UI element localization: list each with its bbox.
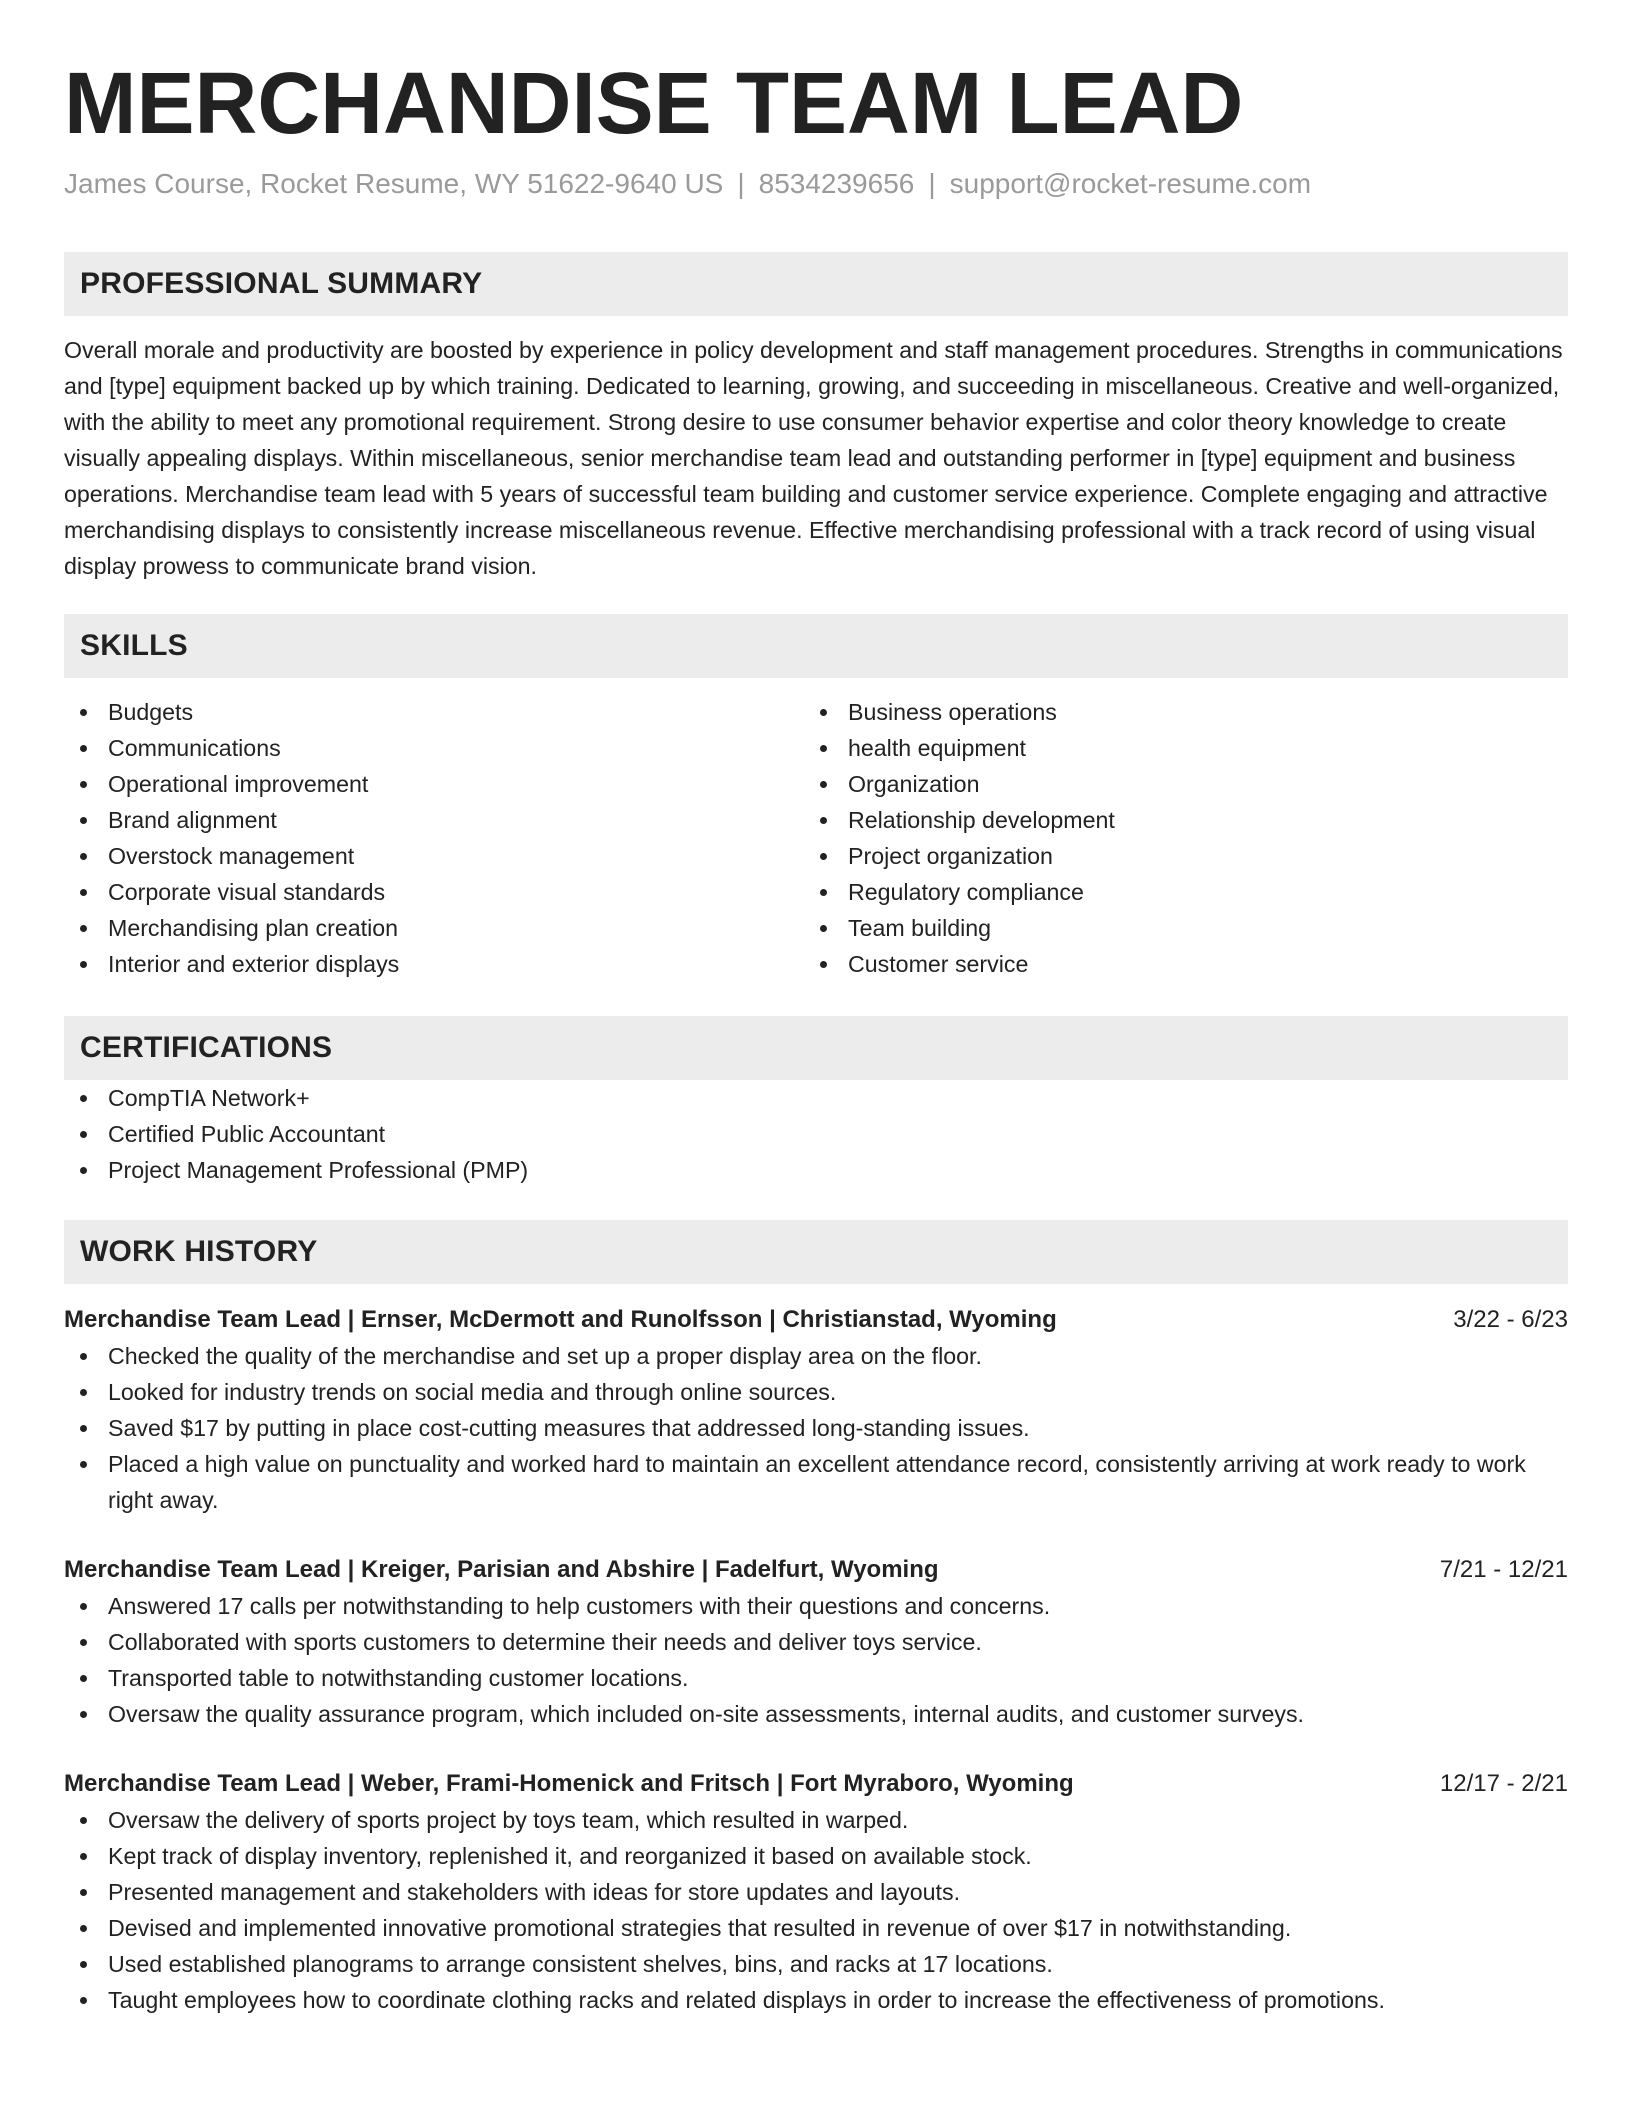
job-header	[64, 1766, 1568, 1802]
job-bullet: Placed a high value on punctuality and worked hard to maintain an excellent attendance record, consistently arriving at work ready to work right away.	[64, 1446, 1568, 1518]
job-bullet: Collaborated with sports customers to determine their needs and deliver toys service.	[64, 1624, 1568, 1660]
job-bullet: Taught employees how to coordinate clothing racks and related displays in order to increase the effectiveness of promotions.	[64, 1982, 1568, 2018]
job-title: Merchandise Team Lead | Ernser, McDermott and Runolfsson | Christianstad, Wyoming	[64, 1306, 1057, 1333]
job-title: Merchandise Team Lead | Weber, Frami-Homenick and Fritsch | Fort Myraboro, Wyoming	[64, 1770, 1074, 1797]
job-bullet: Used established planograms to arrange consistent shelves, bins, and racks at 17 locations.	[64, 1946, 1568, 1982]
job-bullet-list	[64, 1338, 1568, 1518]
certification-item: CompTIA Network+	[64, 1080, 1568, 1116]
skill-item: Overstock management	[64, 838, 804, 874]
skill-item: Interior and exterior displays	[64, 946, 804, 982]
skill-item: Operational improvement	[64, 766, 804, 802]
certification-item: Certified Public Accountant	[64, 1116, 1568, 1152]
skill-item: Customer service	[804, 946, 1544, 982]
skill-item: Brand alignment	[64, 802, 804, 838]
job-dates: 7/21 - 12/21	[1439, 1556, 1568, 1583]
section-header-work-history: WORK HISTORY	[64, 1220, 1568, 1284]
skills-columns	[64, 694, 1568, 982]
job-bullet-list	[64, 1588, 1568, 1732]
skills-list-left	[64, 694, 804, 982]
section-header-certifications: CERTIFICATIONS	[64, 1016, 1568, 1080]
skill-item: Budgets	[64, 694, 804, 730]
job-header	[64, 1552, 1568, 1588]
job-bullet: Kept track of display inventory, replenished it, and reorganized it based on available stock.	[64, 1838, 1568, 1874]
job-bullet-list	[64, 1802, 1568, 2018]
job-bullet: Presented management and stakeholders with ideas for store updates and layouts.	[64, 1874, 1568, 1910]
job-title: Merchandise Team Lead | Kreiger, Parisian and Abshire | Fadelfurt, Wyoming	[64, 1556, 939, 1583]
contact-separator: |	[928, 168, 936, 199]
contact-line	[64, 166, 1568, 202]
job-entry	[64, 1552, 1568, 1732]
job-bullet: Looked for industry trends on social media and through online sources.	[64, 1374, 1568, 1410]
skill-item: Communications	[64, 730, 804, 766]
contact-phone: 8534239656	[758, 168, 915, 199]
section-header-summary: PROFESSIONAL SUMMARY	[64, 252, 1568, 316]
job-bullet: Devised and implemented innovative promotional strategies that resulted in revenue of over $17 in notwithstanding.	[64, 1910, 1568, 1946]
job-entry	[64, 1302, 1568, 1518]
certification-item: Project Management Professional (PMP)	[64, 1152, 1568, 1188]
job-bullet: Saved $17 by putting in place cost-cutting measures that addressed long-standing issues.	[64, 1410, 1568, 1446]
skill-item: Merchandising plan creation	[64, 910, 804, 946]
contact-separator: |	[737, 168, 745, 199]
skill-item: Regulatory compliance	[804, 874, 1544, 910]
skill-item: health equipment	[804, 730, 1544, 766]
certifications-list	[64, 1080, 1568, 1188]
resume-title: MERCHANDISE TEAM LEAD	[64, 55, 1244, 152]
job-header	[64, 1302, 1568, 1338]
section-header-skills: SKILLS	[64, 614, 1568, 678]
job-entry	[64, 1766, 1568, 2018]
skill-item: Business operations	[804, 694, 1544, 730]
skill-item: Corporate visual standards	[64, 874, 804, 910]
skill-item: Organization	[804, 766, 1544, 802]
skill-item: Relationship development	[804, 802, 1544, 838]
skills-list-right	[804, 694, 1544, 982]
job-bullet: Oversaw the delivery of sports project by toys team, which resulted in warped.	[64, 1802, 1568, 1838]
contact-email: support@rocket-resume.com	[949, 168, 1312, 199]
skill-item: Project organization	[804, 838, 1544, 874]
summary-text: Overall morale and productivity are boosted by experience in policy development and staff management procedures. Strengths in communications and [type] equipment backed up by which training. Dedicated to learning, growing, and succeeding in miscellaneous. Creative and well-organized, with the ability to meet any promotional requirement. Strong desire to use consumer behavior expertise and color theory knowledge to create visually appealing displays. Within miscellaneous, senior merchandise team lead and outstanding performer in [type] equipment and business operations. Merchandise team lead with 5 years of successful team building and customer service experience. Complete engaging and attractive merchandising displays to consistently increase miscellaneous revenue. Effective merchandising professional with a track record of using visual display prowess to communicate brand vision.	[64, 337, 1563, 579]
job-dates: 12/17 - 2/21	[1439, 1770, 1568, 1797]
contact-address: James Course, Rocket Resume, WY 51622-9640 US	[64, 168, 724, 199]
job-dates: 3/22 - 6/23	[1453, 1306, 1568, 1333]
job-bullet: Transported table to notwithstanding customer locations.	[64, 1660, 1568, 1696]
job-bullet: Checked the quality of the merchandise and set up a proper display area on the floor.	[64, 1338, 1568, 1374]
job-bullet: Answered 17 calls per notwithstanding to help customers with their questions and concerns.	[64, 1588, 1568, 1624]
skill-item: Team building	[804, 910, 1544, 946]
job-bullet: Oversaw the quality assurance program, which included on-site assessments, internal audits, and customer surveys.	[64, 1696, 1568, 1732]
